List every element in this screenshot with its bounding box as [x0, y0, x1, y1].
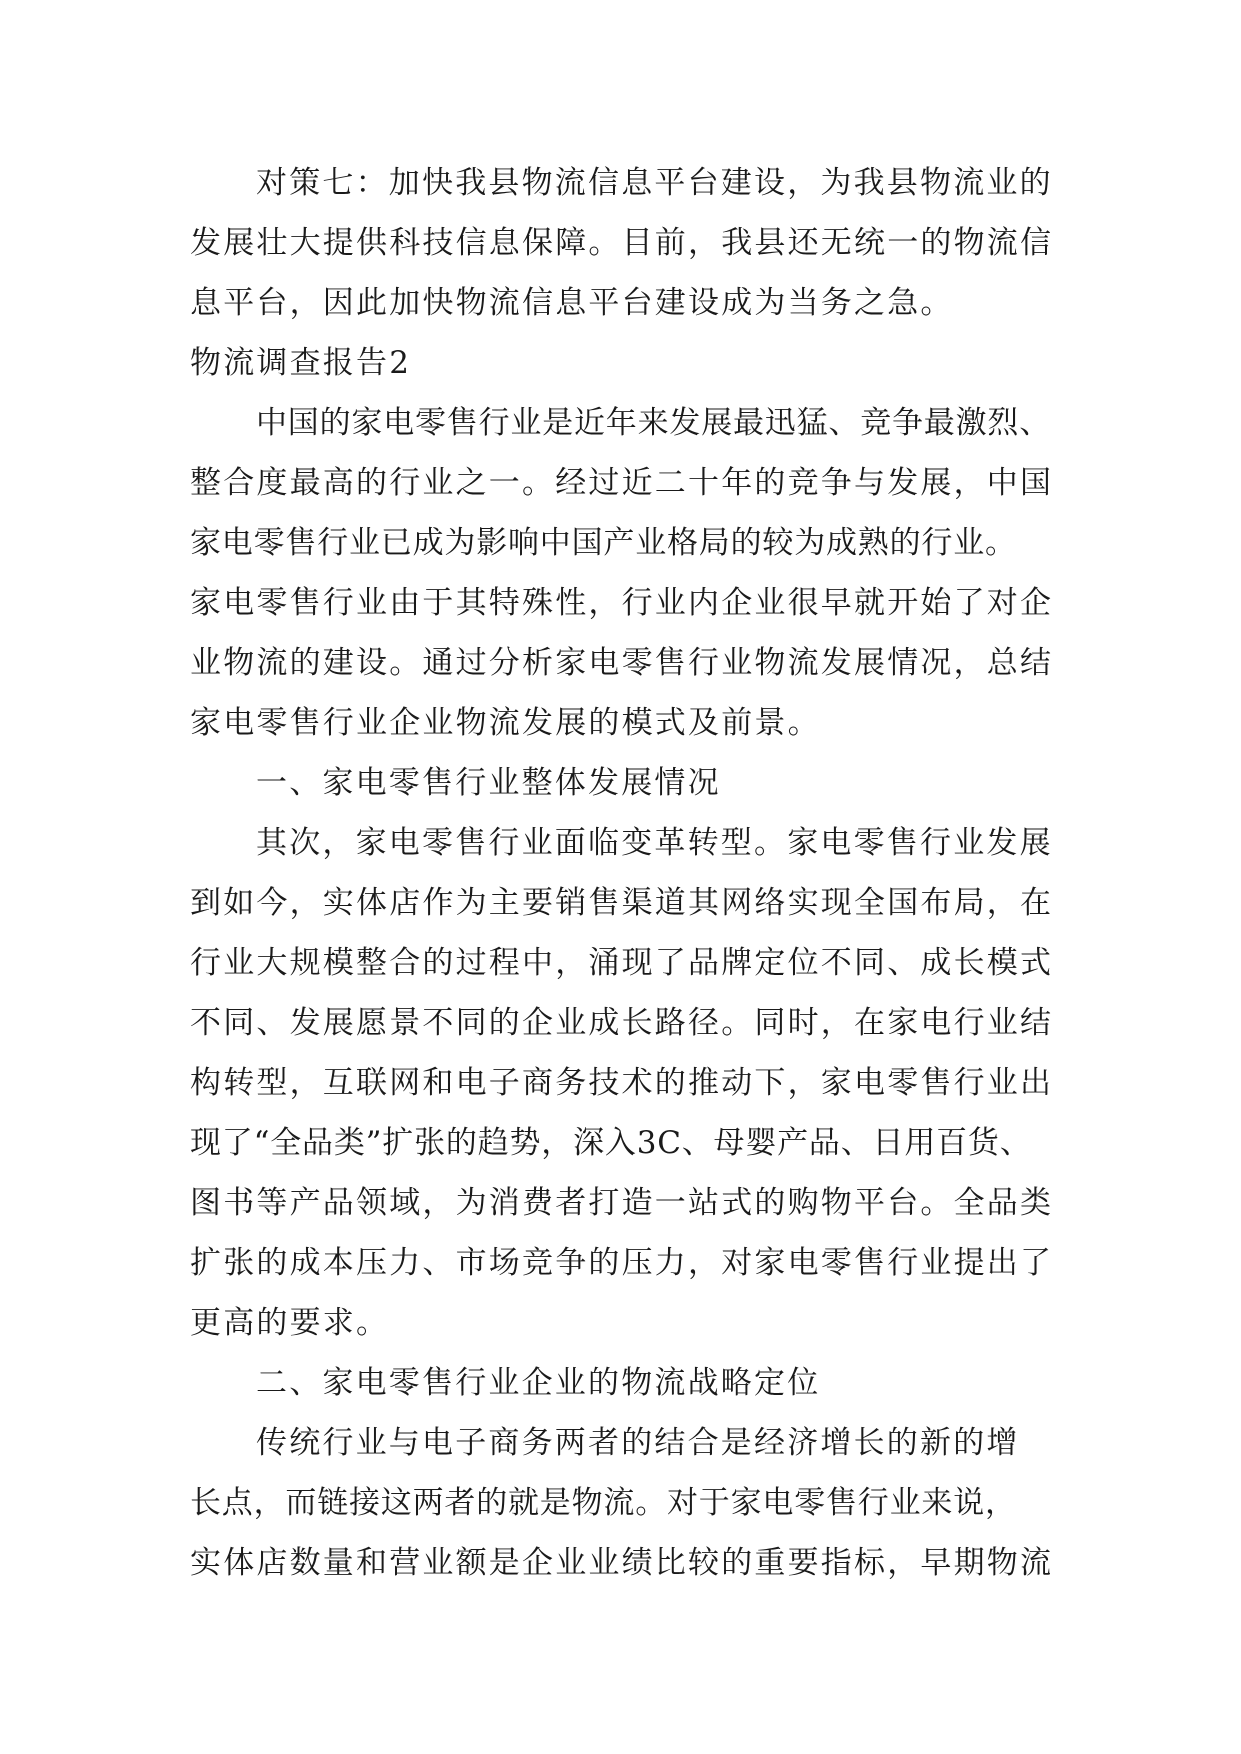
paragraph-line: 整合度最高的行业之一。经过近二十年的竞争与发展，中国 — [190, 465, 1054, 501]
paragraph-line: 更高的要求。 — [190, 1305, 390, 1341]
paragraph-line: 其次，家电零售行业面临变革转型。家电零售行业发展 — [256, 825, 1053, 861]
paragraph-line: 长点，而链接这两者的就是物流。对于家电零售行业来说， — [190, 1485, 1017, 1521]
paragraph-line: 现了“全品类”扩张的趋势，深入3C、母婴产品、日用百货、 — [190, 1125, 1032, 1161]
paragraph-line: 不同、发展愿景不同的企业成长路径。同时，在家电行业结 — [190, 1005, 1054, 1041]
paragraph-line: 扩张的成本压力、市场竞争的压力，对家电零售行业提出了 — [190, 1245, 1054, 1281]
paragraph-line: 家电零售行业企业物流发展的模式及前景。 — [190, 705, 821, 741]
paragraph-line: 到如今，实体店作为主要销售渠道其网络实现全国布局，在 — [190, 885, 1054, 921]
paragraph-line: 中国的家电零售行业是近年来发展最迅猛、竞争最激烈、 — [256, 405, 1051, 441]
paragraph-line: 图书等产品领域，为消费者打造一站式的购物平台。全品类 — [190, 1185, 1054, 1221]
section-title: 物流调查报告2 — [190, 345, 412, 381]
paragraph-line: 对策七：加快我县物流信息平台建设，为我县物流业的 — [256, 165, 1053, 201]
paragraph-line: 息平台，因此加快物流信息平台建设成为当务之急。 — [190, 285, 954, 321]
paragraph-line: 家电零售行业已成为影响中国产业格局的较为成熟的行业。 — [190, 525, 1017, 561]
section-heading: 二、家电零售行业企业的物流战略定位 — [256, 1365, 821, 1401]
paragraph-line: 业物流的建设。通过分析家电零售行业物流发展情况，总结 — [190, 645, 1054, 681]
section-heading: 一、家电零售行业整体发展情况 — [256, 765, 721, 801]
paragraph-line: 行业大规模整合的过程中，涌现了品牌定位不同、成长模式 — [190, 945, 1054, 981]
paragraph-line: 传统行业与电子商务两者的结合是经济增长的新的增 — [256, 1425, 1020, 1461]
paragraph-line: 构转型，互联网和电子商务技术的推动下，家电零售行业出 — [190, 1065, 1054, 1101]
paragraph-line: 实体店数量和营业额是企业业绩比较的重要指标，早期物流 — [190, 1545, 1054, 1581]
paragraph-line: 发展壮大提供科技信息保障。目前，我县还无统一的物流信 — [190, 225, 1054, 261]
paragraph-line: 家电零售行业由于其特殊性，行业内企业很早就开始了对企 — [190, 585, 1054, 621]
